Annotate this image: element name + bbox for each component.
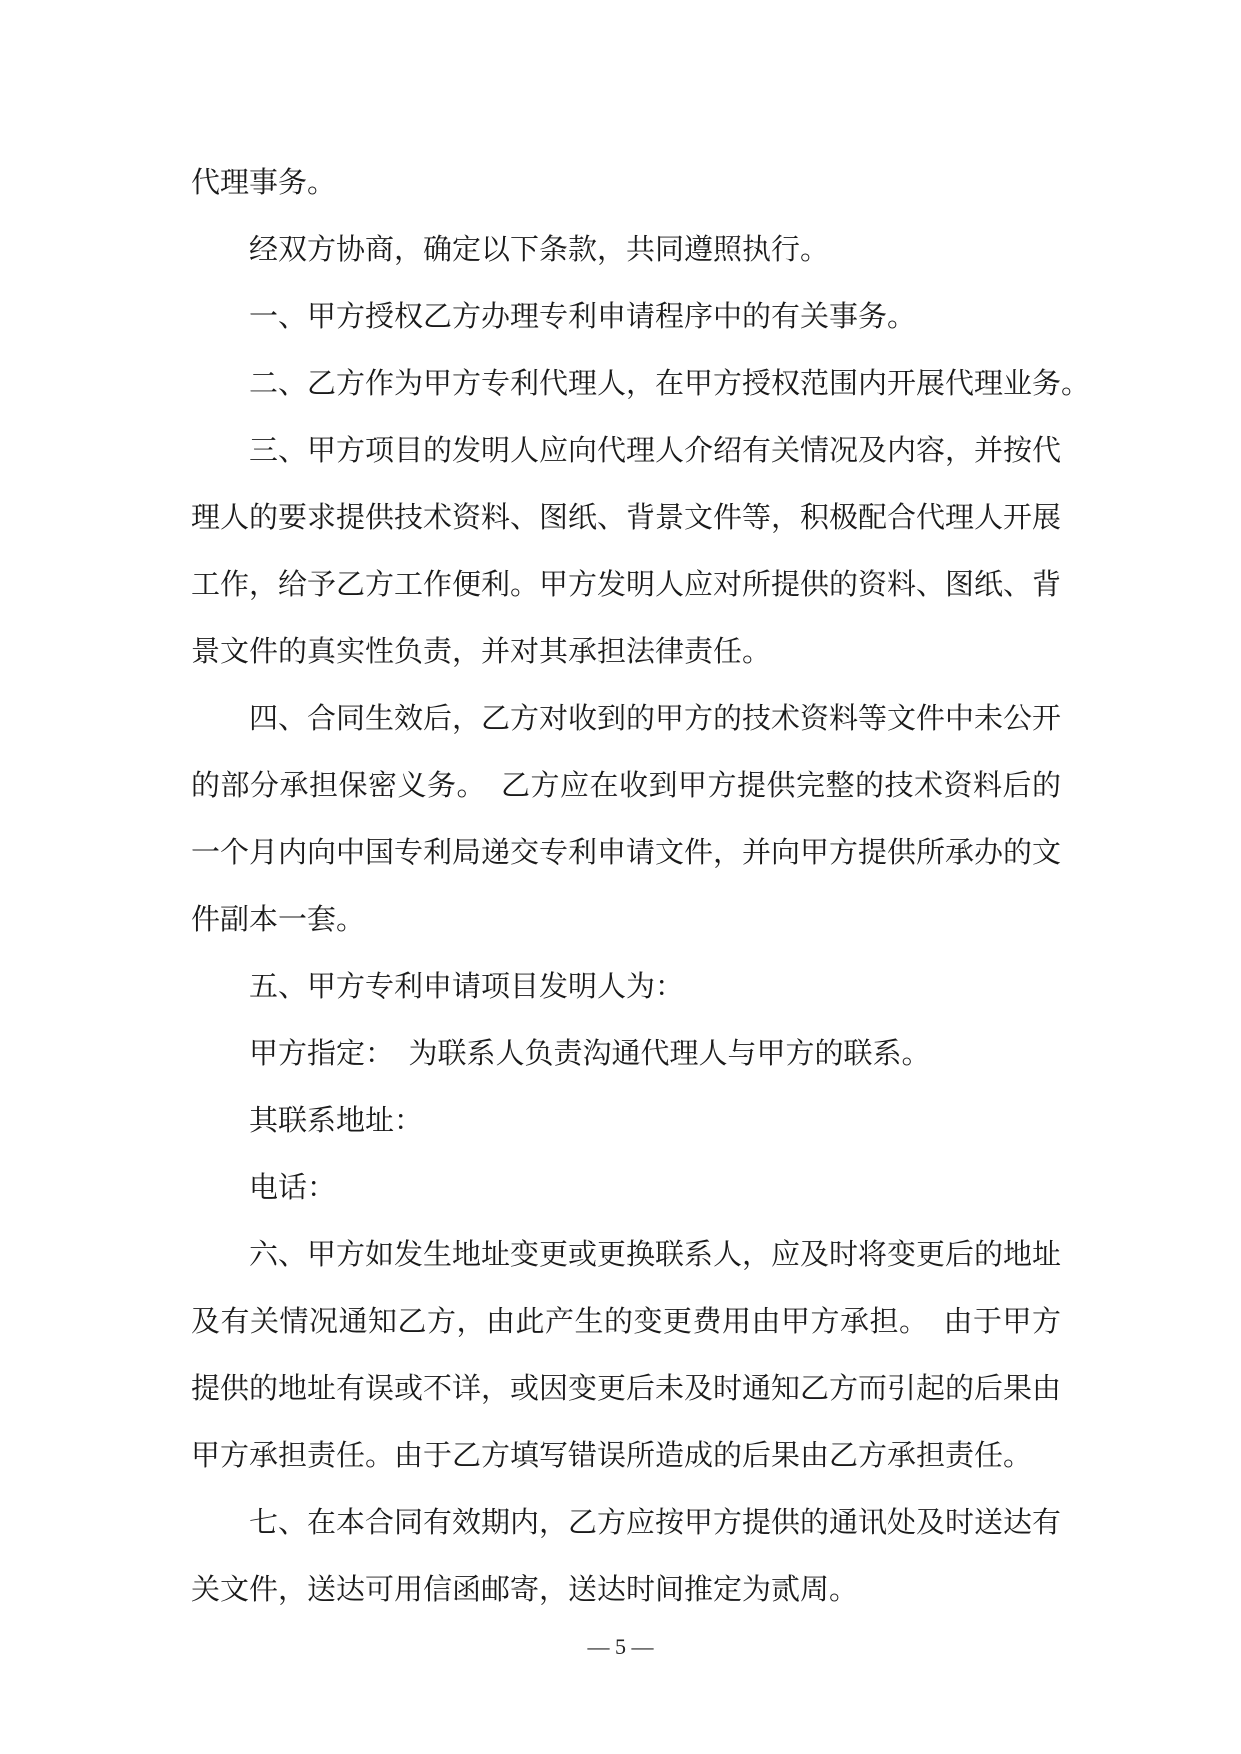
clause-3-line-2: 理人的要求提供技术资料、图纸、背景文件等，积极配合代理人开展 — [191, 500, 1062, 534]
clause-6-line-1: 六、甲方如发生地址变更或更换联系人，应及时将变更后的地址 — [249, 1237, 1062, 1271]
clause-4-line-3: 一个月内向中国专利局递交专利申请文件，并向甲方提供所承办的文 — [191, 835, 1062, 869]
contact-designation: 甲方指定： 为联系人负责沟通代理人与甲方的联系。 — [249, 1036, 931, 1070]
clause-6-line-4: 甲方承担责任。由于乙方填写错误所造成的后果由乙方承担责任。 — [191, 1438, 1033, 1472]
clause-5: 五、甲方专利申请项目发明人为： — [249, 969, 685, 1003]
contact-phone: 电话： — [249, 1170, 337, 1204]
clause-4-line-1: 四、合同生效后，乙方对收到的甲方的技术资料等文件中未公开 — [249, 701, 1062, 735]
clause-7-line-1: 七、在本合同有效期内，乙方应按甲方提供的通讯处及时送达有 — [249, 1505, 1062, 1539]
clause-4-line-4: 件副本一套。 — [191, 902, 366, 936]
page-number: — 5 — — [587, 1634, 654, 1659]
clause-3-line-1: 三、甲方项目的发明人应向代理人介绍有关情况及内容，并按代 — [249, 433, 1062, 467]
clause-2: 二、乙方作为甲方专利代理人，在甲方授权范围内开展代理业务。 — [249, 366, 1091, 400]
line-agreement-intro: 经双方协商，确定以下条款，共同遵照执行。 — [249, 232, 830, 266]
clause-6-line-3: 提供的地址有误或不详，或因变更后未及时通知乙方而引起的后果由 — [191, 1371, 1062, 1405]
clause-1: 一、甲方授权乙方办理专利申请程序中的有关事务。 — [249, 299, 917, 333]
clause-3-line-3: 工作，给予乙方工作便利。甲方发明人应对所提供的资料、图纸、背 — [191, 567, 1062, 601]
line-continuation: 代理事务。 — [191, 165, 337, 199]
contract-body — [191, 149, 1091, 1623]
clause-4-line-2: 的部分承担保密义务。 乙方应在收到甲方提供完整的技术资料后的 — [191, 768, 1061, 802]
clause-6-line-2: 及有关情况通知乙方，由此产生的变更费用由甲方承担。 由于甲方 — [191, 1304, 1061, 1338]
clause-3-line-4: 景文件的真实性负责，并对其承担法律责任。 — [191, 634, 772, 668]
contact-address: 其联系地址： — [249, 1103, 424, 1137]
clause-7-line-2: 关文件，送达可用信函邮寄，送达时间推定为贰周。 — [191, 1572, 859, 1606]
